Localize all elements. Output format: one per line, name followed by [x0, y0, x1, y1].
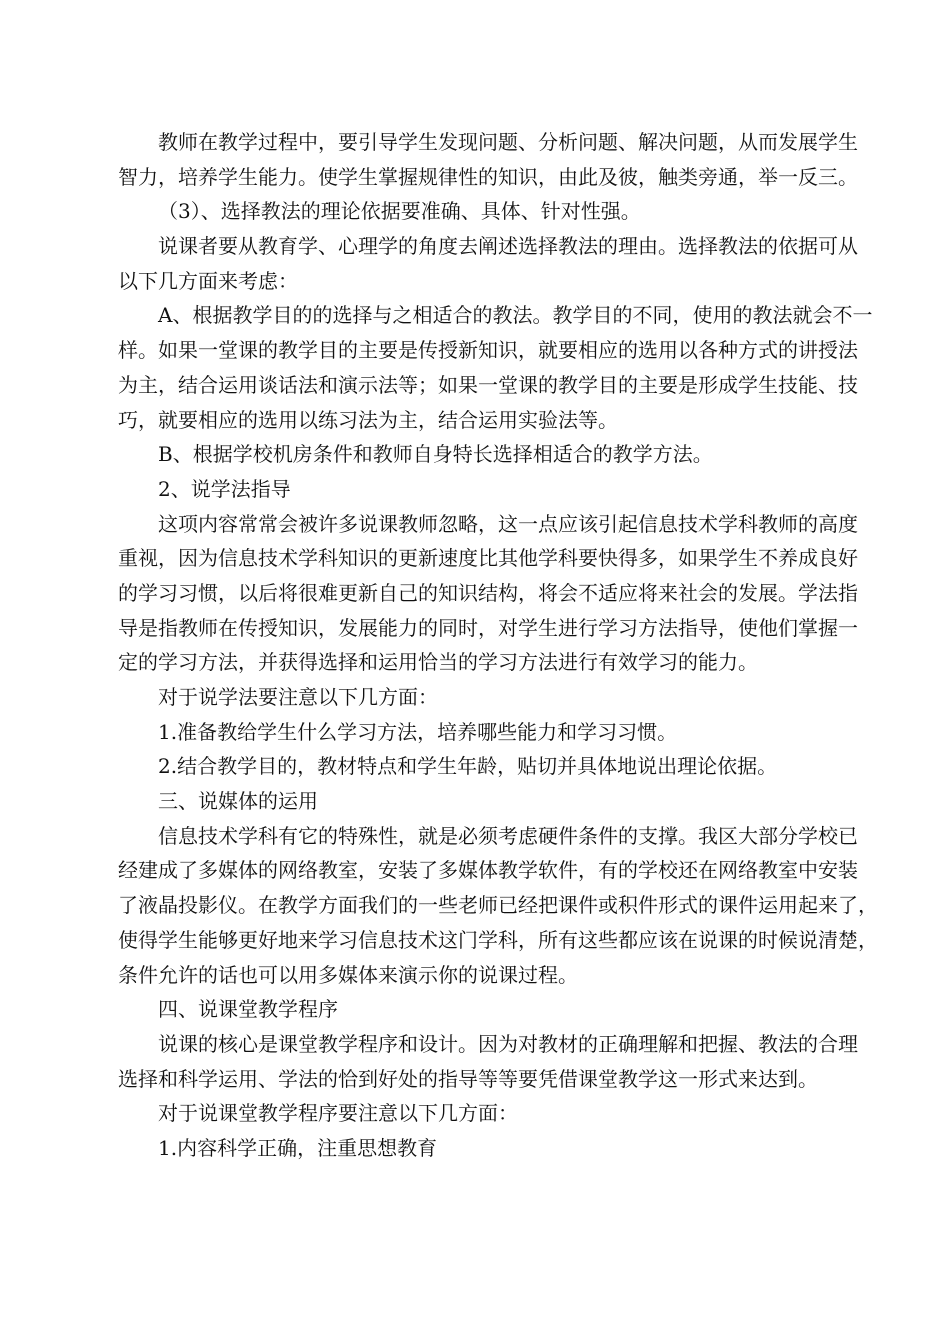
- text-line: 2.结合教学目的，教材特点和学生年龄，贴切并具体地说出理论依据。: [158, 754, 778, 779]
- text-line: 信息技术学科有它的特殊性，就是必须考虑硬件条件的支撑。我区大部分学校已: [158, 823, 858, 848]
- text-line: 使得学生能够更好地来学习信息技术这门学科，所有这些都应该在说课的时候说清楚，: [118, 927, 878, 952]
- text-line: 1.准备教给学生什么学习方法，培养哪些能力和学习习惯。: [158, 719, 678, 744]
- text-line: 条件允许的话也可以用多媒体来演示你的说课过程。: [118, 962, 578, 987]
- document-body: [118, 125, 878, 1166]
- text-line: 选择和科学运用、学法的恰到好处的指导等等要凭借课堂教学这一形式来达到。: [118, 1066, 818, 1091]
- text-line: 教师在教学过程中，要引导学生发现问题、分析问题、解决问题，从而发展学生: [158, 130, 858, 154]
- text-line: B、根据学校机房条件和教师自身特长选择相适合的教学方法。: [158, 442, 713, 467]
- text-line: 定的学习方法，并获得选择和运用恰当的学习方法进行有效学习的能力。: [118, 650, 758, 675]
- text-line: 这项内容常常会被许多说课教师忽略，这一点应该引起信息技术学科教师的高度: [158, 511, 858, 536]
- text-line: 对于说课堂教学程序要注意以下几方面：: [158, 1101, 518, 1126]
- text-line: 智力，培养学生能力。使学生掌握规律性的知识，由此及彼，触类旁通，举一反三。: [118, 164, 858, 189]
- text-line: 1.内容科学正确，注重思想教育: [158, 1135, 438, 1160]
- text-line: 为主，结合运用谈话法和演示法等；如果一堂课的教学目的主要是形成学生技能、技: [118, 372, 858, 397]
- text-line: 巧，就要相应的选用以练习法为主，结合运用实验法等。: [118, 407, 618, 432]
- text-line: 重视，因为信息技术学科知识的更新速度比其他学科要快得多，如果学生不养成良好: [118, 546, 858, 571]
- text-line: A、根据教学目的的选择与之相适合的教法。教学目的不同，使用的教法就会不一: [158, 303, 873, 328]
- text-line: 三、说媒体的运用: [158, 789, 318, 814]
- text-line: 2、说学法指导: [158, 476, 291, 501]
- text-line: 四、说课堂教学程序: [158, 997, 338, 1022]
- text-line: 样。如果一堂课的教学目的主要是传授新知识，就要相应的选用以各种方式的讲授法: [118, 338, 858, 363]
- text-line: 导是指教师在传授知识，发展能力的同时，对学生进行学习方法指导，使他们掌握一: [118, 615, 858, 640]
- text-line: 的学习习惯，以后将很难更新自己的知识结构，将会不适应将来社会的发展。学法指: [118, 580, 858, 605]
- text-line: 以下几方面来考虑：: [118, 268, 298, 293]
- text-line: （3）、选择教法的理论依据要准确、具体、针对性强。: [158, 199, 641, 224]
- text-line: 了液晶投影仪。在教学方面我们的一些老师已经把课件或积件形式的课件运用起来了，: [118, 893, 878, 918]
- text-line: 说课者要从教育学、心理学的角度去阐述选择教法的理由。选择教法的依据可从: [158, 234, 858, 259]
- text-line: 说课的核心是课堂教学程序和设计。因为对教材的正确理解和把握、教法的合理: [158, 1031, 858, 1056]
- text-line: 经建成了多媒体的网络教室，安装了多媒体教学软件，有的学校还在网络教室中安装: [118, 858, 858, 883]
- text-line: 对于说学法要注意以下几方面：: [158, 685, 438, 709]
